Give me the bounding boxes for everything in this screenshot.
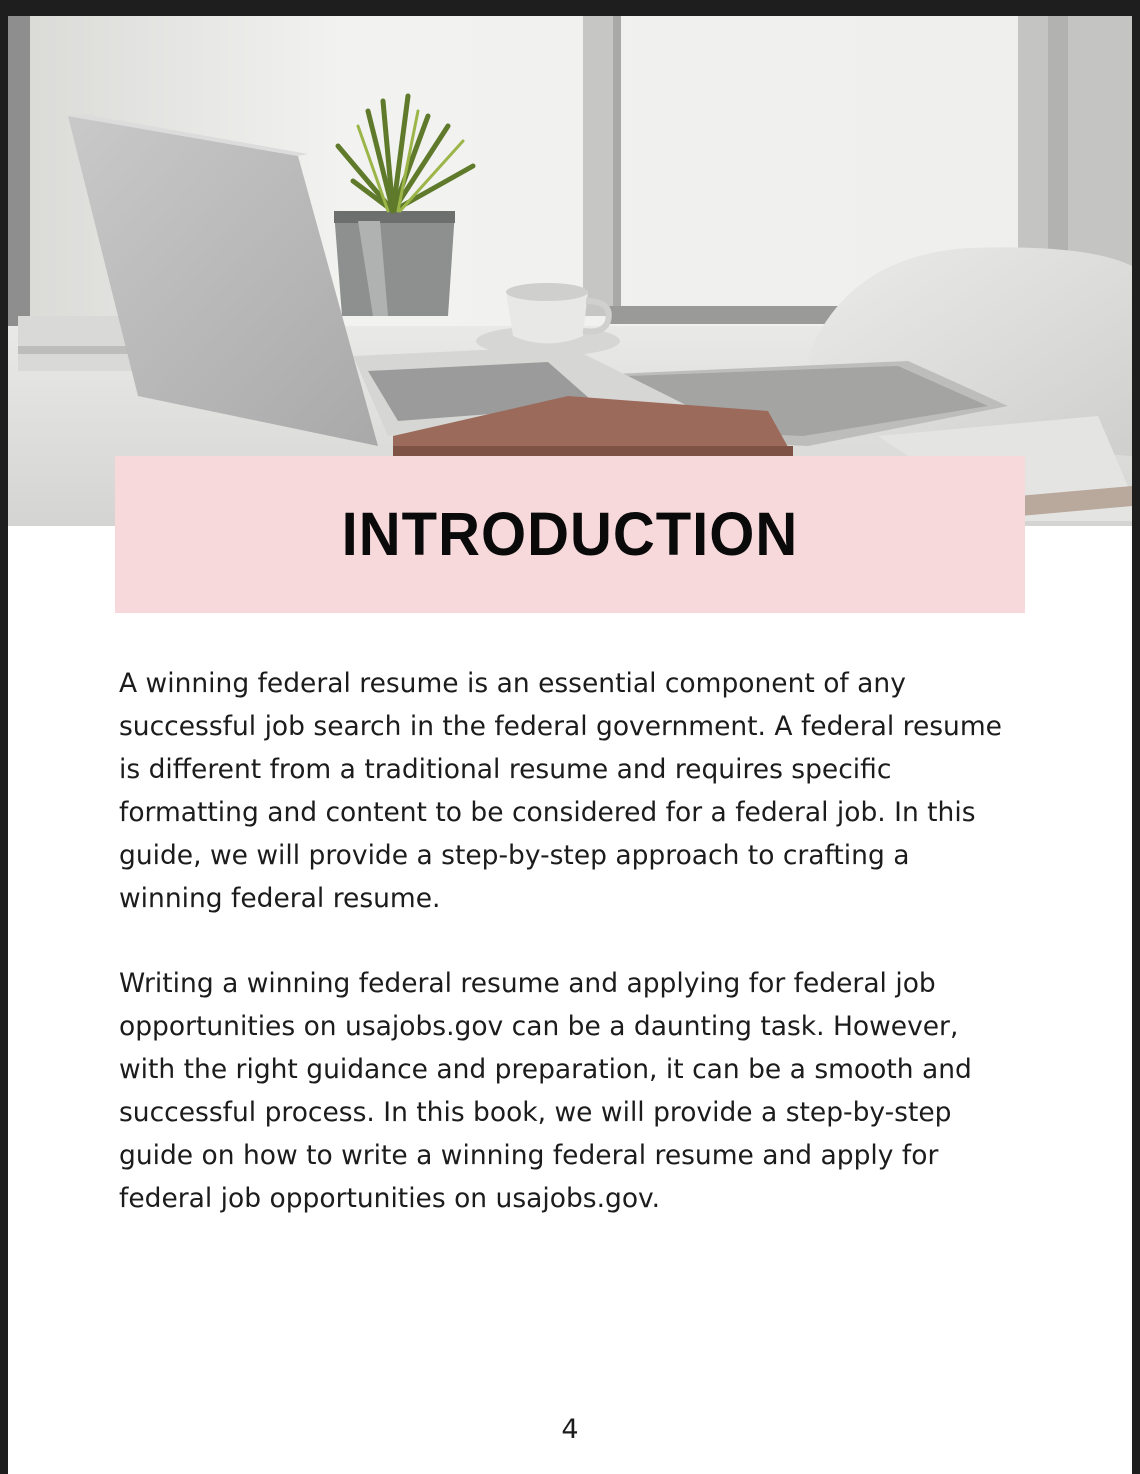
page-title: INTRODUCTION	[341, 500, 799, 569]
paragraph-1: A winning federal resume is an essential component of any successful job search in the federal government. A federal resume is different from a traditional resume and requires specific formatting and content to be considered for a federal job. In this guide, we will provide a step-by-step approach to crafting a winning federal resume.	[119, 668, 1002, 914]
page-number: 4	[561, 1414, 579, 1445]
title-banner	[115, 456, 1025, 613]
hero-photo-laptop-desk	[8, 16, 1132, 526]
document-page	[8, 16, 1132, 1474]
paragraph-2: Writing a winning federal resume and applying for federal job opportunities on usajobs.gov can be a daunting task. However, with the right guidance and preparation, it can be a smooth and successful process. In this book, we will provide a step-by-step guide on how to write a winning federal resume and apply for federal job opportunities on usajobs.gov.	[119, 968, 972, 1214]
body-text	[119, 662, 1019, 1262]
